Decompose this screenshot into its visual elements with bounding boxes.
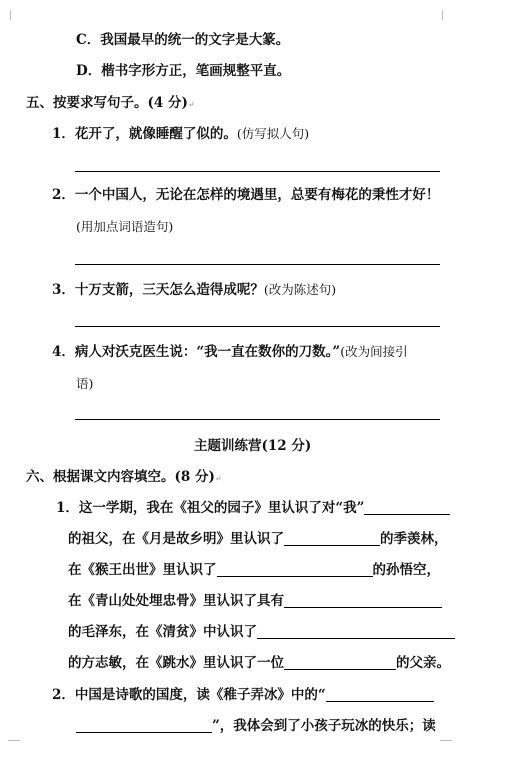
blank-6-1f[interactable] [284,655,396,670]
blank-6-1a[interactable] [364,500,450,515]
section6-q1-line5 [68,623,455,641]
blank-6-1c[interactable] [217,562,373,577]
q-text: 的毛泽东，在《清贫》中认识了 [68,624,257,640]
option-d: D．楷书字形方正，笔画规整平直。 [76,63,291,79]
section5-heading [26,94,195,113]
section6-q1-line4 [68,592,442,610]
theme-title: 主题训练营(12 分) [194,438,312,454]
blank-6-2a[interactable] [326,687,434,702]
q-number: 3． [52,282,75,298]
section5-q1 [52,125,309,143]
q-text: 中国是诗歌的国度，读《稚子弄冰》中的“ [74,687,326,703]
section5-q2 [52,186,439,204]
answer-line-5-1[interactable] [75,171,440,172]
q-number: 2． [52,687,75,703]
q-text: 花开了，就像睡醒了似的。 [74,126,237,142]
q-instruction: (仿写拟人句) [236,126,310,141]
section5-heading-text: 五、按要求写句子。(4 分) [26,95,188,111]
section5-q4 [52,343,408,361]
q-number: 1． [56,500,79,516]
q-text: 病人对沃克医生说：“我一直在数你的刀数。” [74,344,341,360]
section6-q1-line6 [68,654,450,672]
paragraph-mark-icon: ↵ [187,99,195,109]
q-number: 4． [52,344,75,360]
crop-mark-bottom-right [440,740,452,751]
option-c: C．我国最早的统一的文字是大篆。 [76,32,290,48]
q-instruction: (改为陈述句) [263,282,337,297]
q-number: 2． [52,187,75,203]
q-number: 1． [52,126,75,142]
crop-mark-bottom-left [8,740,20,751]
q-text: ”，我体会到了小孩子玩冰的快乐；读 [212,718,436,734]
section6-q1-line2 [68,530,448,548]
q-text: 的父亲。 [396,655,450,671]
blank-6-1d[interactable] [284,593,442,608]
paragraph-mark-icon: ↵ [214,473,222,483]
section5-q4-instruction-cont: 语) [76,376,94,391]
q-instruction: (改为间接引 [340,344,408,359]
q-text: 十万支箭，三天怎么造得成呢？ [74,282,264,298]
q-text: 在《青山处处埋忠骨》里认识了具有 [68,593,284,609]
q-text: 的祖父，在《月是故乡明》里认识了 [68,531,284,547]
answer-line-5-3[interactable] [75,326,440,327]
blank-6-1e[interactable] [257,624,455,639]
crop-mark-top-right [442,10,453,20]
section5-q3 [52,281,336,299]
section5-q2-instruction: (用加点词语造句) [76,219,174,234]
section6-q1-line3 [68,561,440,579]
blank-6-2b[interactable] [76,718,212,733]
section6-heading-text: 六、根据课文内容填空。(8 分) [26,469,215,485]
answer-line-5-2[interactable] [75,264,440,265]
q-text: 这一学期，我在《祖父的园子》里认识了对“我” [78,500,365,516]
section6-heading [26,468,222,487]
q-text: 的孙悟空， [372,562,440,578]
crop-mark-top-left [0,10,11,20]
q-text: 在《猴王出世》里认识了 [68,562,217,578]
q-text: 一个中国人，无论在怎样的境遇里，总要有梅花的秉性才好！ [74,187,440,203]
section6-q1-line1 [56,499,450,517]
section6-q2-line2 [76,717,436,735]
q-text: 的季羡林， [380,531,448,547]
blank-6-1b[interactable] [284,531,380,546]
section6-q2-line1 [52,686,434,704]
answer-line-5-4[interactable] [75,419,440,420]
q-text: 的方志敏，在《跳水》里认识了一位 [68,655,284,671]
